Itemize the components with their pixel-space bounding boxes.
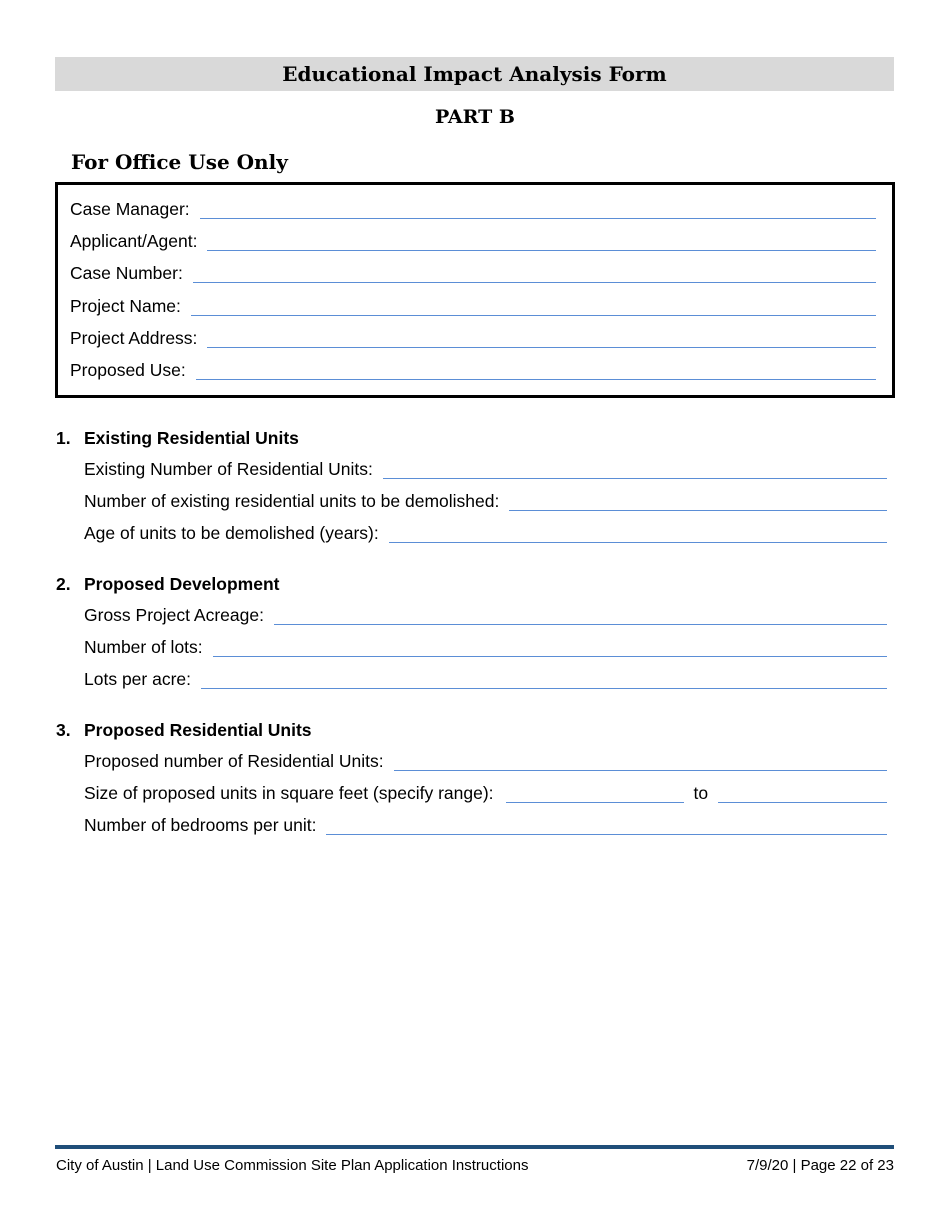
section-3-title: Proposed Residential Units (84, 720, 312, 740)
case-manager-label: Case Manager: (70, 199, 190, 219)
proposed-units-input[interactable] (394, 752, 887, 771)
demolished-age-label: Age of units to be demolished (years): (84, 523, 379, 543)
form-title-text: Educational Impact Analysis Form (282, 62, 667, 86)
section-2-heading (56, 574, 279, 594)
part-label: PART B (435, 106, 515, 128)
units-demolished-input[interactable] (509, 492, 887, 511)
applicant-agent-label: Applicant/Agent: (70, 231, 198, 251)
bedrooms-per-unit-input[interactable] (326, 816, 887, 835)
lots-per-acre-field (84, 669, 887, 689)
units-demolished-field (84, 491, 887, 511)
project-address-field (70, 328, 876, 348)
section-1-title: Existing Residential Units (84, 428, 299, 448)
unit-size-range-field (84, 783, 887, 803)
gross-acreage-input[interactable] (274, 606, 887, 625)
existing-units-field (84, 459, 887, 479)
office-use-heading: For Office Use Only (71, 150, 288, 174)
bedrooms-per-unit-field (84, 815, 887, 835)
case-manager-field (70, 199, 876, 219)
project-address-label: Project Address: (70, 328, 198, 348)
gross-acreage-label: Gross Project Acreage: (84, 605, 264, 625)
section-1-number: 1. (56, 428, 71, 448)
proposed-use-input[interactable] (196, 361, 876, 380)
demolished-age-field (84, 523, 887, 543)
footer-rule (55, 1145, 894, 1149)
office-use-box (55, 182, 895, 398)
section-3-number: 3. (56, 720, 71, 740)
proposed-use-field (70, 360, 876, 380)
project-address-input[interactable] (207, 329, 876, 348)
section-1-heading (56, 428, 299, 448)
unit-size-min-input[interactable] (506, 784, 684, 803)
number-of-lots-input[interactable] (213, 638, 887, 657)
case-manager-input[interactable] (200, 200, 876, 219)
project-name-label: Project Name: (70, 296, 181, 316)
unit-size-max-input[interactable] (718, 784, 887, 803)
project-name-input[interactable] (191, 297, 876, 316)
applicant-agent-field (70, 231, 876, 251)
gross-acreage-field (84, 605, 887, 625)
bedrooms-per-unit-label: Number of bedrooms per unit: (84, 815, 317, 835)
existing-units-label: Existing Number of Residential Units: (84, 459, 373, 479)
unit-size-range-separator: to (693, 783, 709, 803)
lots-per-acre-input[interactable] (201, 670, 887, 689)
form-title (55, 57, 894, 91)
footer-page-info: 7/9/20 | Page 22 of 23 (746, 1157, 894, 1174)
units-demolished-label: Number of existing residential units to be demolished: (84, 491, 500, 511)
section-3-heading (56, 720, 312, 740)
footer-document-title: City of Austin | Land Use Commission Site Plan Application Instructions (56, 1157, 529, 1174)
section-2-number: 2. (56, 574, 71, 594)
project-name-field (70, 296, 876, 316)
case-number-field (70, 263, 876, 283)
existing-units-input[interactable] (383, 460, 887, 479)
unit-size-range-label: Size of proposed units in square feet (specify range): (84, 783, 494, 803)
proposed-units-field (84, 751, 887, 771)
demolished-age-input[interactable] (389, 524, 887, 543)
lots-per-acre-label: Lots per acre: (84, 669, 191, 689)
number-of-lots-field (84, 637, 887, 657)
proposed-use-label: Proposed Use: (70, 360, 186, 380)
proposed-units-label: Proposed number of Residential Units: (84, 751, 384, 771)
applicant-agent-input[interactable] (207, 232, 876, 251)
number-of-lots-label: Number of lots: (84, 637, 203, 657)
case-number-label: Case Number: (70, 263, 183, 283)
case-number-input[interactable] (193, 264, 876, 283)
section-2-title: Proposed Development (84, 574, 280, 594)
